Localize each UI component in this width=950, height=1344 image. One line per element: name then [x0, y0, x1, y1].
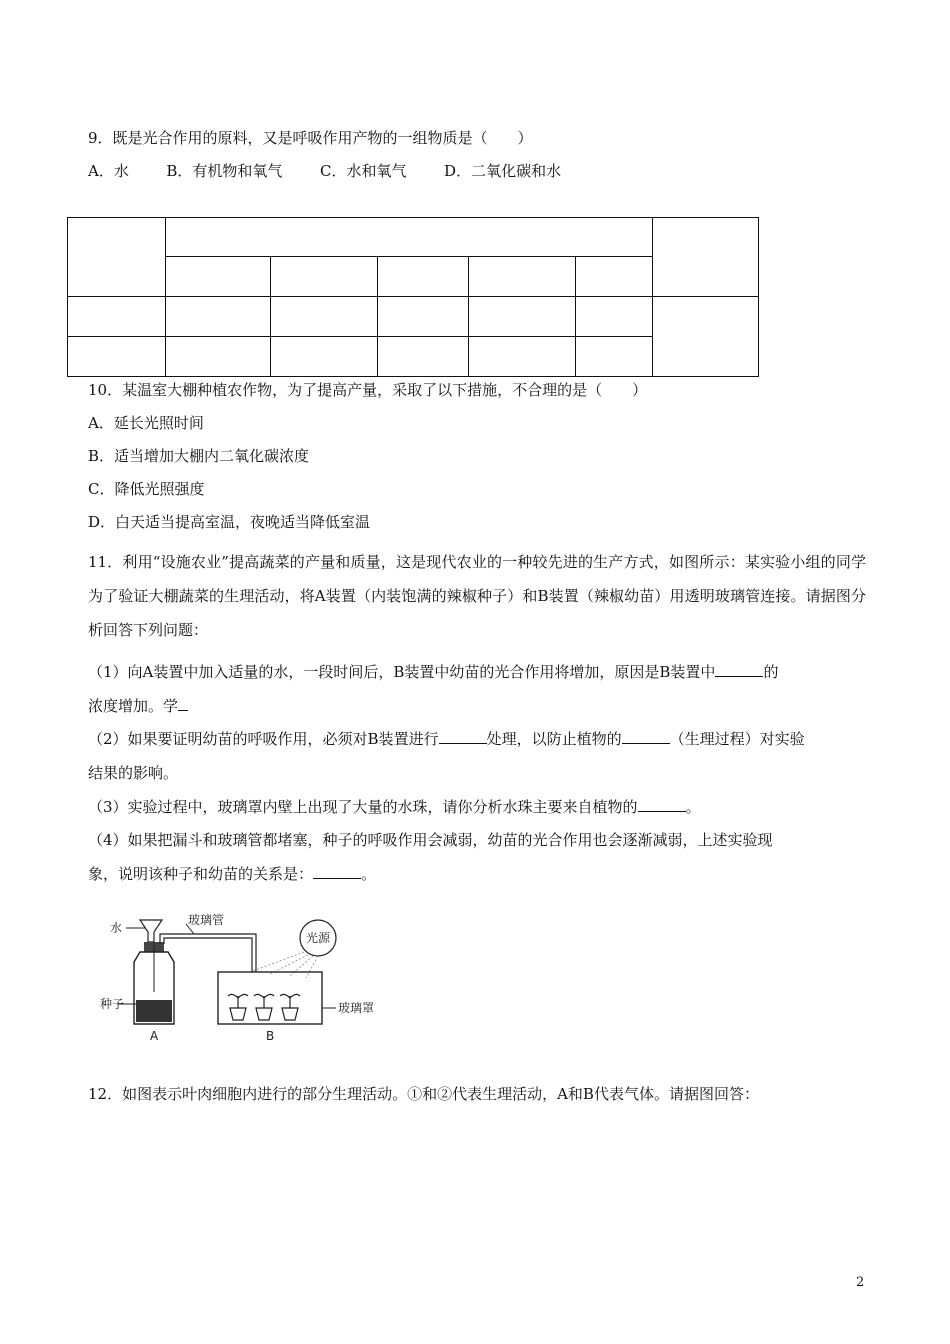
table-cell	[378, 257, 469, 297]
q9-option-a: A．水	[88, 162, 129, 180]
table-cell	[68, 297, 166, 337]
page-number: 2	[856, 1275, 865, 1290]
table-cell	[469, 337, 576, 377]
figure-label-light: 光源	[306, 931, 331, 945]
q11-stem: 11．利用“设施农业”提高蔬菜的产量和质量，这是现代农业的一种较先进的生产方式，如图所示：某实验小组的同学为了验证大棚蔬菜的生理活动，将A装置（内装饱满的辣椒种子）和B装置（辣椒幼苗）用透明玻璃管连接。请据图分析回答下列问题：	[88, 553, 866, 639]
q11-part3	[88, 797, 701, 817]
q11-p3-text: 。	[685, 798, 701, 816]
table-cell	[68, 218, 166, 297]
q10-option-c: C．降低光照强度	[88, 480, 205, 498]
answer-blank	[178, 696, 188, 711]
q11-p3-text: （3）实验过程中，玻璃罩内壁上出现了大量的水珠，请你分析水珠主要来自植物的	[88, 798, 638, 816]
table-cell	[68, 337, 166, 377]
q11-part1	[88, 655, 866, 723]
table-cell	[469, 297, 576, 337]
q12-stem: 12．如图表示叶肉细胞内进行的部分生理活动。①和②代表生理活动，A和B代表气体。请据图回答：	[88, 1085, 759, 1103]
q11-p4-text: 。	[361, 865, 377, 883]
table-cell	[469, 257, 576, 297]
table-cell	[166, 337, 271, 377]
answer-blank	[439, 729, 487, 744]
table-cell	[166, 297, 271, 337]
table-cell	[378, 337, 469, 377]
figure-label-water: 水	[110, 921, 123, 935]
q11-p1-text: 浓度增加。学	[88, 697, 179, 715]
q10-stem: 10．某温室大棚种植农作物，为了提高产量，采取了以下措施，不合理的是（ ）	[88, 381, 648, 399]
q9-stem: 9．既是光合作用的原料，又是呼吸作用产物的一组物质是（ ）	[88, 129, 533, 147]
table-cell	[271, 337, 378, 377]
q11-p1-text: （1）向A装置中加入适量的水，一段时间后，B装置中幼苗的光合作用将增加，原因是B装置中	[88, 663, 716, 681]
answer-blank	[638, 797, 686, 812]
table-cell	[271, 297, 378, 337]
figure-label-b: B	[266, 1029, 275, 1043]
q9-option-c: C．水和氧气	[320, 162, 407, 180]
q10-option-b: B．适当增加大棚内二氧化碳浓度	[88, 447, 310, 465]
q11-part4	[88, 823, 866, 891]
figure-label-a: A	[150, 1029, 159, 1043]
q11-p2-text: （生理过程）对实验	[669, 730, 805, 748]
q10-option-d: D．白天适当提高室温，夜晚适当降低室温	[88, 513, 371, 531]
q9-option-b: B．有机物和氧气	[166, 162, 283, 180]
table-cell	[576, 257, 653, 297]
q9-options	[88, 161, 561, 181]
figure-label-cover: 玻璃罩	[338, 1001, 375, 1015]
answer-blank	[715, 662, 763, 677]
answer-blank	[313, 864, 361, 879]
q11-p2-text: 处理，以防止植物的	[486, 730, 622, 748]
table-cell	[166, 218, 653, 257]
table-cell	[653, 297, 759, 377]
q9-option-d: D．二氧化碳和水	[444, 162, 562, 180]
table-cell	[653, 218, 759, 297]
table-cell	[166, 257, 271, 297]
empty-table	[67, 217, 759, 377]
figure-label-seed: 种子	[100, 997, 125, 1011]
answer-blank	[622, 729, 670, 744]
q11-p4-text: （4）如果把漏斗和玻璃管都堵塞，种子的呼吸作用会减弱，幼苗的光合作用也会逐渐减弱，上述实验现	[88, 831, 773, 849]
q11-p2-text: （2）如果要证明幼苗的呼吸作用，必须对B装置进行	[88, 730, 439, 748]
table-cell	[576, 337, 653, 377]
q10-option-a: A．延长光照时间	[88, 414, 204, 432]
table-cell	[378, 297, 469, 337]
q11-part2	[88, 722, 866, 790]
table-cell	[271, 257, 378, 297]
q11-p1-text: 的	[763, 663, 779, 681]
table-cell	[576, 297, 653, 337]
figure-label-tube: 玻璃管	[188, 913, 225, 927]
q11-p4-text: 象，说明该种子和幼苗的关系是：	[88, 865, 314, 883]
q11-p2-text: 结果的影响。	[88, 764, 179, 782]
apparatus-figure	[100, 912, 380, 1047]
